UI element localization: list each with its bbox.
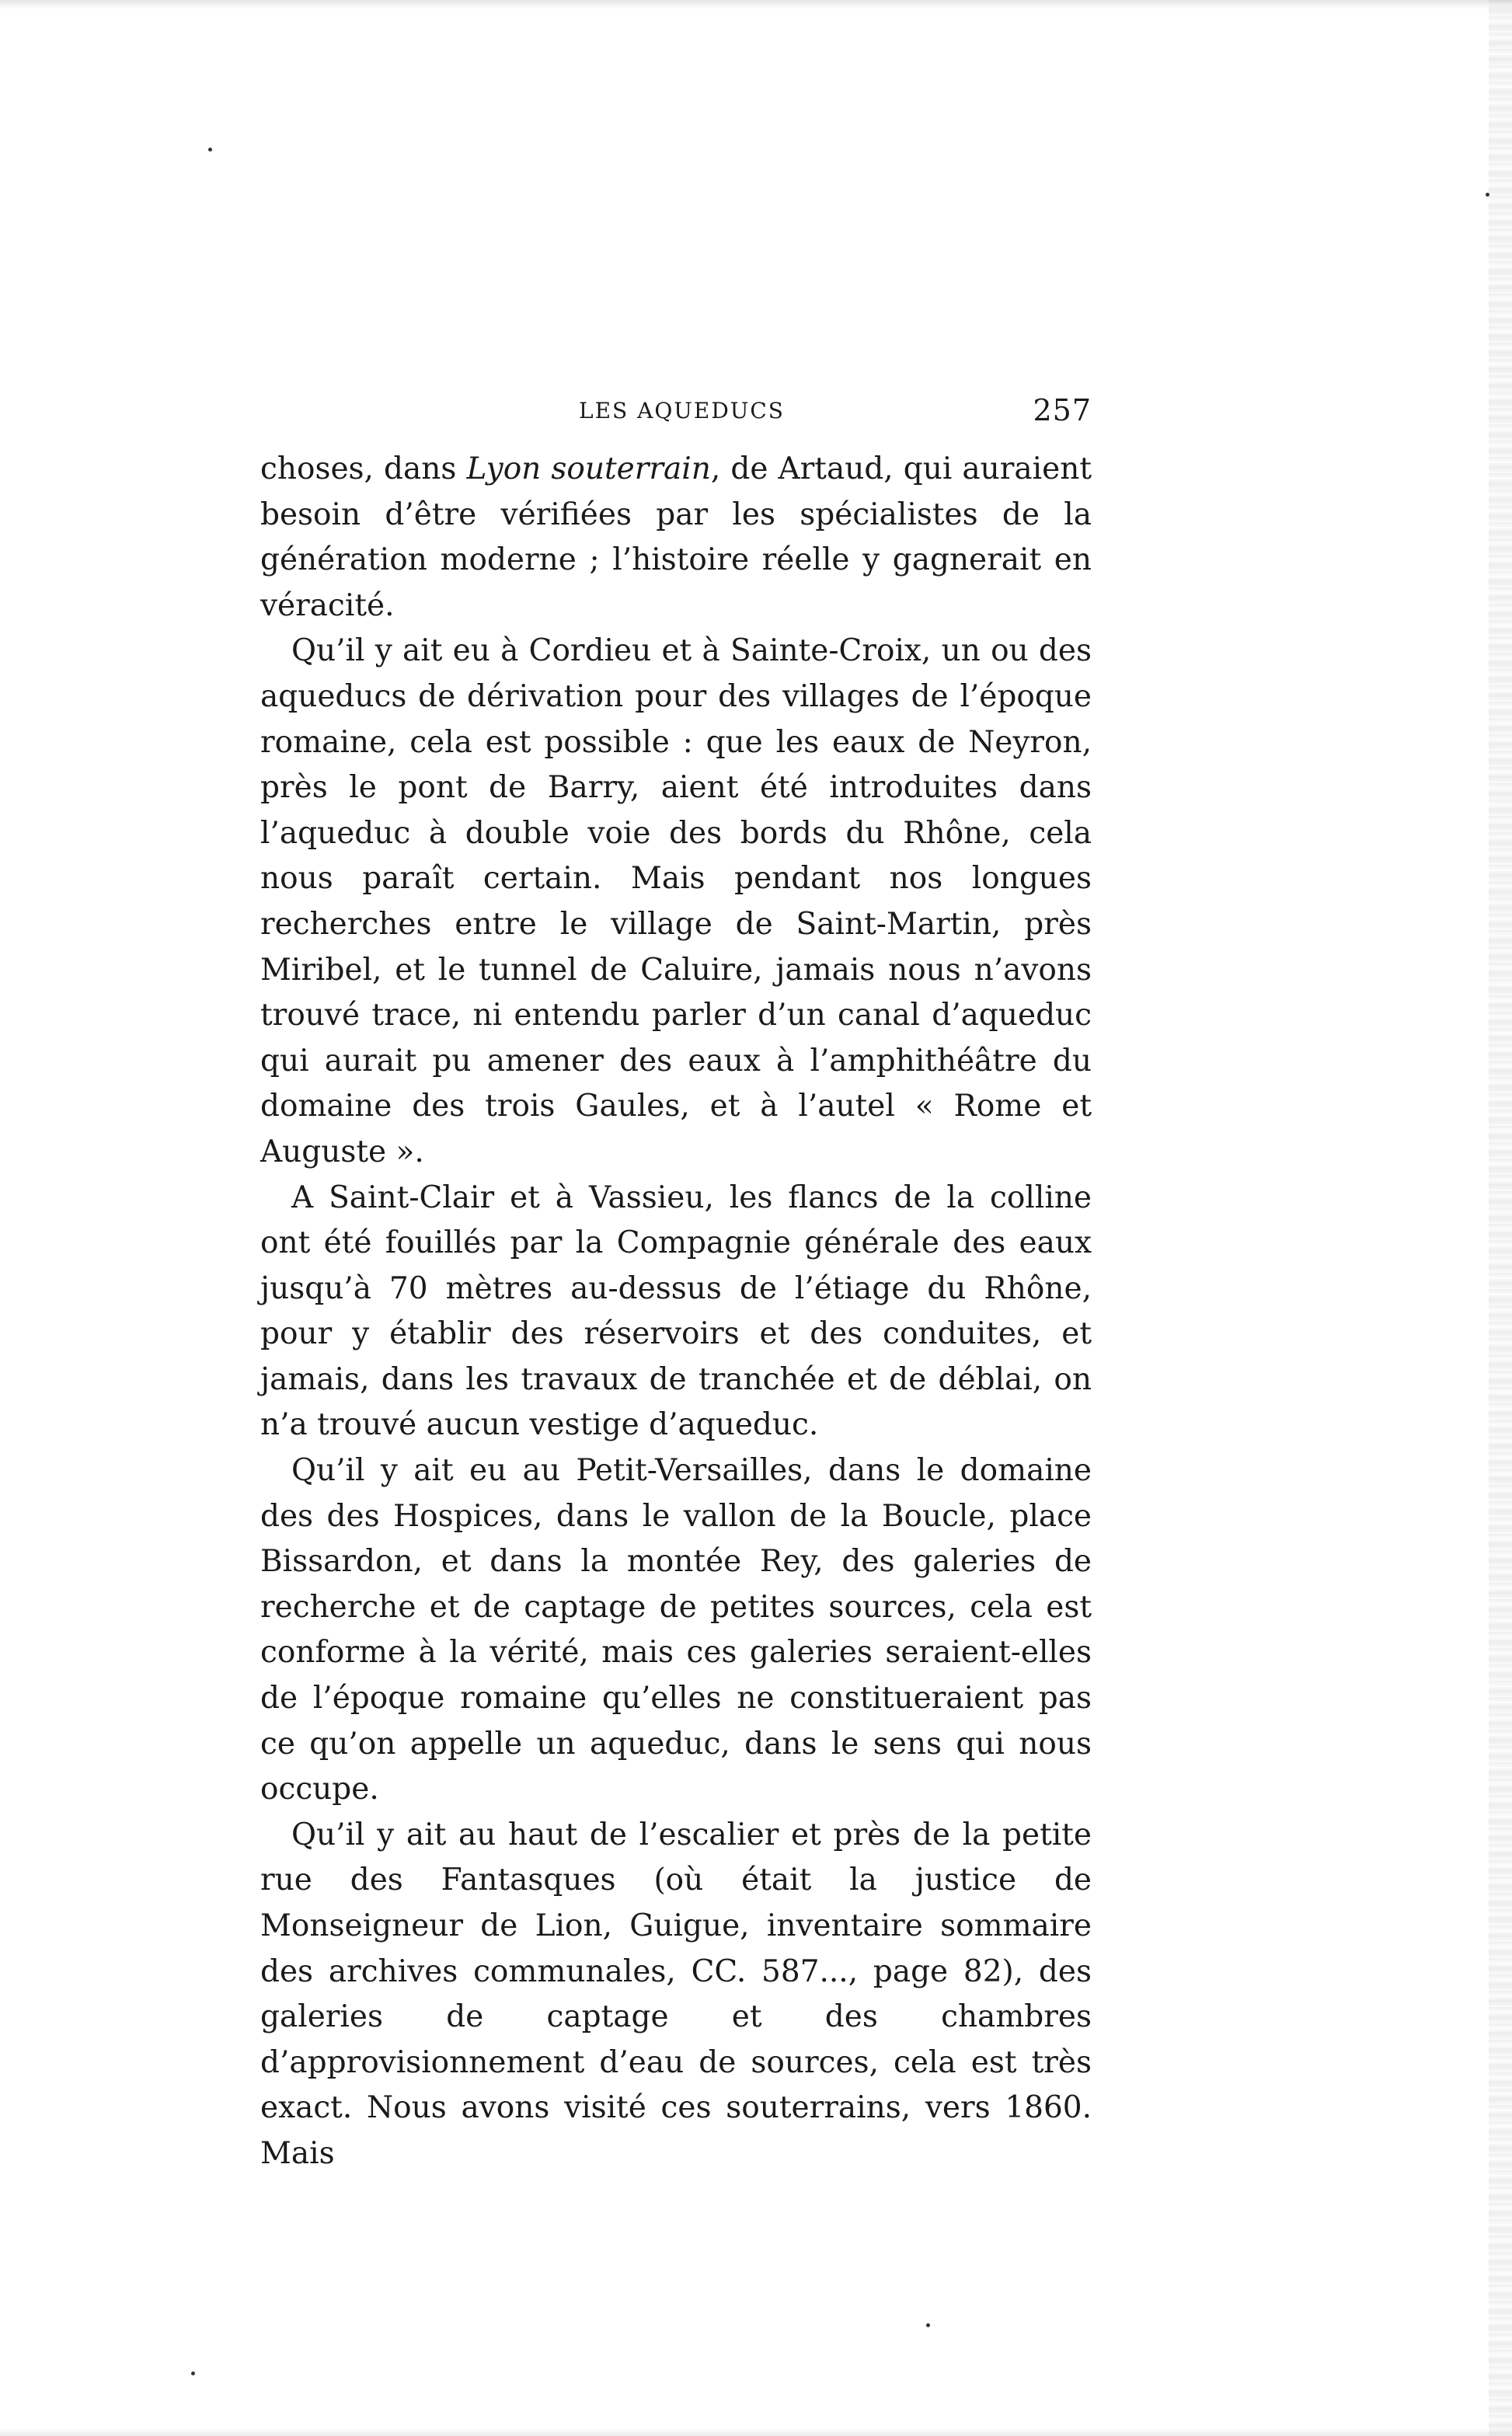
book-title: Lyon souterrain <box>466 451 711 486</box>
running-title: LES AQUEDUCS <box>579 398 785 423</box>
body-text <box>260 447 1092 2177</box>
scan-edge-bottom <box>0 2428 1512 2436</box>
text-run: choses, dans <box>260 451 467 486</box>
text-run: Qu’il y ait eu à Cordieu et à Sainte-Croix, un ou des aqueducs de dérivation pour des villages de l’époque romaine, cela est possible : que les eaux de Neyron, près le pont de Barry, aient été introduites dans l’aqueduc à double voie des bords du Rhône, cela nous paraît certain. Mais pendant nos longues recherches entre le village de Saint-Martin, près Miribel, et le tunnel de Caluire, jamais nous n’avons trouvé trace, ni entendu parler d’un canal d’aqueduc qui aurait pu amener des eaux à l’amphithéâtre du domaine des trois Gaules, et à l’autel « Rome et Auguste ». <box>260 633 1092 1169</box>
paragraph <box>260 1448 1092 1813</box>
text-run: Qu’il y ait eu au Petit-Versailles, dans le domaine des des Hospices, dans le vallon de la Boucle, place Bissardon, et dans la montée Rey, des galeries de recherche et de captage de petites sources, cela est conforme à la vérité, mais ces galeries seraient-elles de l’époque romaine qu’elles ne constitueraient pas ce qu’on appelle un aqueduc, dans le sens qui nous occupe. <box>260 1453 1092 1807</box>
text-run: A Saint-Clair et à Vassieu, les flancs de la colline ont été fouillés par la Compagnie générale des eaux jusqu’à 70 mètres au-dessus de l’étiage du Rhône, pour y établir des réservoirs et des conduites, et jamais, dans les travaux de tranchée et de déblai, on n’a trouvé aucun vestige d’aqueduc. <box>260 1180 1092 1443</box>
paragraph <box>260 1813 1092 2177</box>
paragraph <box>260 447 1092 629</box>
scan-speck <box>1486 193 1489 197</box>
paragraph <box>260 629 1092 1175</box>
scan-speck <box>208 148 212 152</box>
text-run: Qu’il y ait au haut de l’escalier et près de la petite rue des Fantasques (où était la justice de Monseigneur de Lion, Guigue, inventaire sommaire des archives communales, CC. 587..., page 82), des galeries de captage et des chambres d’approvisionnement d’eau de sources, cela est très exact. Nous avons visité ces souterrains, vers 1860. Mais <box>260 1817 1092 2171</box>
text-run: , de Artaud, qui auraient besoin d’être vérifiées par les spécialistes de la génération moderne ; l’histoire réelle y gagnerait en véracité. <box>260 451 1092 623</box>
page-number: 257 <box>1033 393 1092 427</box>
scan-edge-top <box>0 0 1512 9</box>
scan-speck <box>191 2372 195 2375</box>
paragraph <box>260 1176 1092 1449</box>
scan-edge-right <box>1489 0 1512 2436</box>
page-header <box>260 393 1092 432</box>
scan-speck <box>926 2323 930 2327</box>
